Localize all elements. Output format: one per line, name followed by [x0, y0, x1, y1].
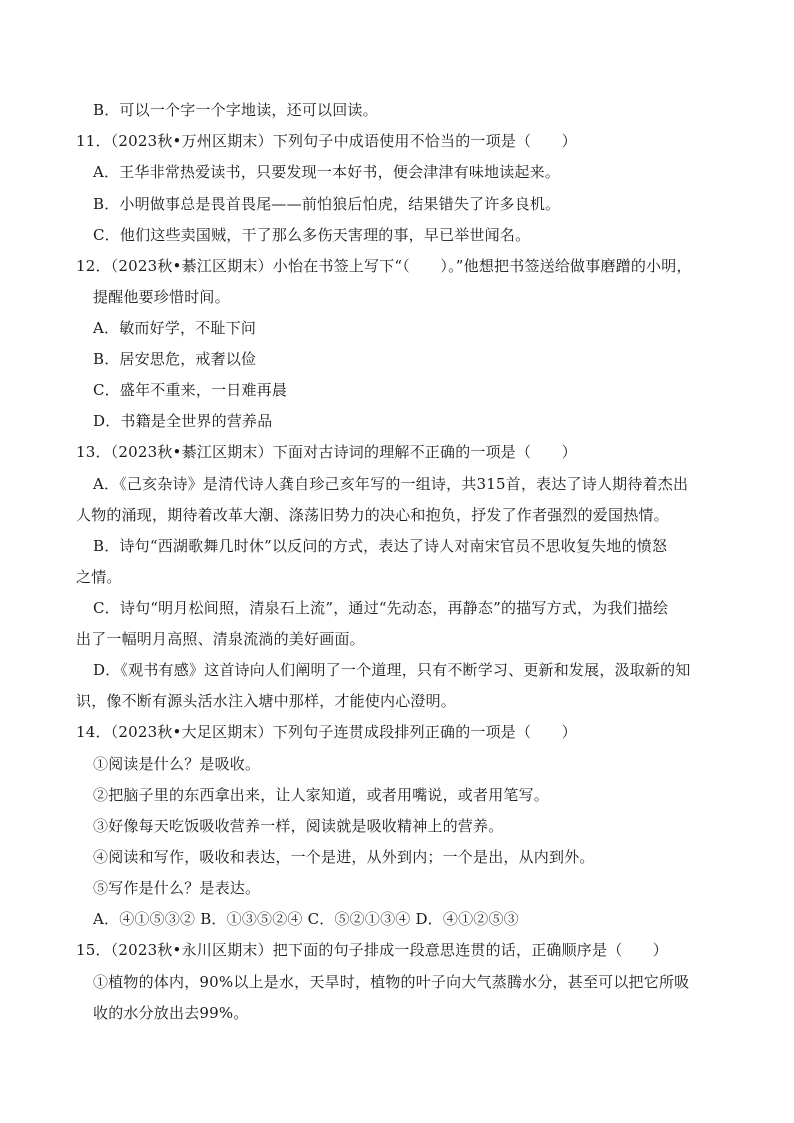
q12-option-d: D．书籍是全世界的营养品 — [93, 412, 273, 430]
q13-option-d: D．《观书有感》这首诗向人们阐明了一个道理，只有不断学习、更新和发展，汲取新的知 — [93, 661, 691, 679]
q11-option-c: C．他们这些卖国贼，干了那么多伤天害理的事，早已举世闻名。 — [93, 226, 531, 244]
q13-option-c: C．诗句“明月松间照，清泉石上流”，通过“先动态，再静态”的描写方式，为我们描绘 — [93, 599, 669, 617]
q14-sentence-3: ③好像每天吃饭吸收营养一样，阅读就是吸收精神上的营养。 — [93, 817, 504, 835]
q11-stem: 11．（2023秋•万州区期末）下列句子中成语使用不恰当的一项是（ ） — [76, 132, 577, 150]
q15-sentence-1-cont: 收的水分放出去99%。 — [93, 1004, 249, 1022]
q12-option-c: C．盛年不重来，一日难再晨 — [93, 381, 288, 399]
q12-stem-cont: 提醒他要珍惜时间。 — [93, 288, 230, 306]
q13-option-c-cont: 出了一幅明月高照、清泉流淌的美好画面。 — [76, 630, 365, 648]
q14-options: A．④①⑤③② B．①③⑤②④ C．⑤②①③④ D．④①②⑤③ — [93, 910, 519, 928]
q12-option-b: B．居安思危，戒奢以俭 — [93, 350, 257, 368]
q14-sentence-4: ④阅读和写作，吸收和表达，一个是进，从外到内；一个是出，从内到外。 — [93, 848, 595, 866]
q13-option-b-cont: 之情。 — [76, 568, 122, 586]
q11-option-a: A．王华非常热爱读书，只要发现一本好书，便会津津有味地读起来。 — [93, 163, 561, 181]
q12-option-a: A．敏而好学，不耻下问 — [93, 319, 257, 337]
q15-stem: 15．（2023秋•永川区期末）把下面的句子排成一段意思连贯的话，正确顺序是（ ） — [76, 941, 669, 959]
q13-option-a: A．《己亥杂诗》是清代诗人龚自珍己亥年写的一组诗，共315首，表达了诗人期待着杰出 — [93, 475, 689, 493]
q14-sentence-1: ①阅读是什么？是吸收。 — [93, 755, 261, 773]
q14-sentence-2: ②把脑子里的东西拿出来，让人家知道，或者用嘴说，或者用笔写。 — [93, 786, 550, 804]
q12-stem: 12．（2023秋•綦江区期末）小怡在书签上写下“（ ）。”他想把书签送给做事磨蹭的小明， — [76, 257, 692, 275]
q13-option-a-cont: 人物的涌现，期待着改革大潮、涤荡旧势力的决心和抱负，抒发了作者强烈的爱国热情。 — [76, 506, 669, 524]
q15-sentence-1: ①植物的体内，90%以上是水，天旱时，植物的叶子向大气蒸腾水分，甚至可以把它所吸 — [93, 973, 690, 991]
q14-stem: 14．（2023秋•大足区期末）下列句子连贯成段排列正确的一项是（ ） — [76, 723, 577, 741]
q13-stem: 13．（2023秋•綦江区期末）下面对古诗词的理解不正确的一项是（ ） — [76, 443, 577, 461]
q13-option-b: B．诗句“西湖歌舞几时休”以反问的方式，表达了诗人对南宋官员不思收复失地的愤怒 — [93, 537, 668, 555]
q13-option-d-cont: 识，像不断有源头活水注入塘中那样，才能使内心澄明。 — [76, 692, 457, 710]
q10-option-b: B．可以一个字一个字地读，还可以回读。 — [93, 101, 378, 119]
q14-sentence-5: ⑤写作是什么？是表达。 — [93, 879, 261, 897]
q11-option-b: B．小明做事总是畏首畏尾——前怕狼后怕虎，结果错失了许多良机。 — [93, 195, 561, 213]
